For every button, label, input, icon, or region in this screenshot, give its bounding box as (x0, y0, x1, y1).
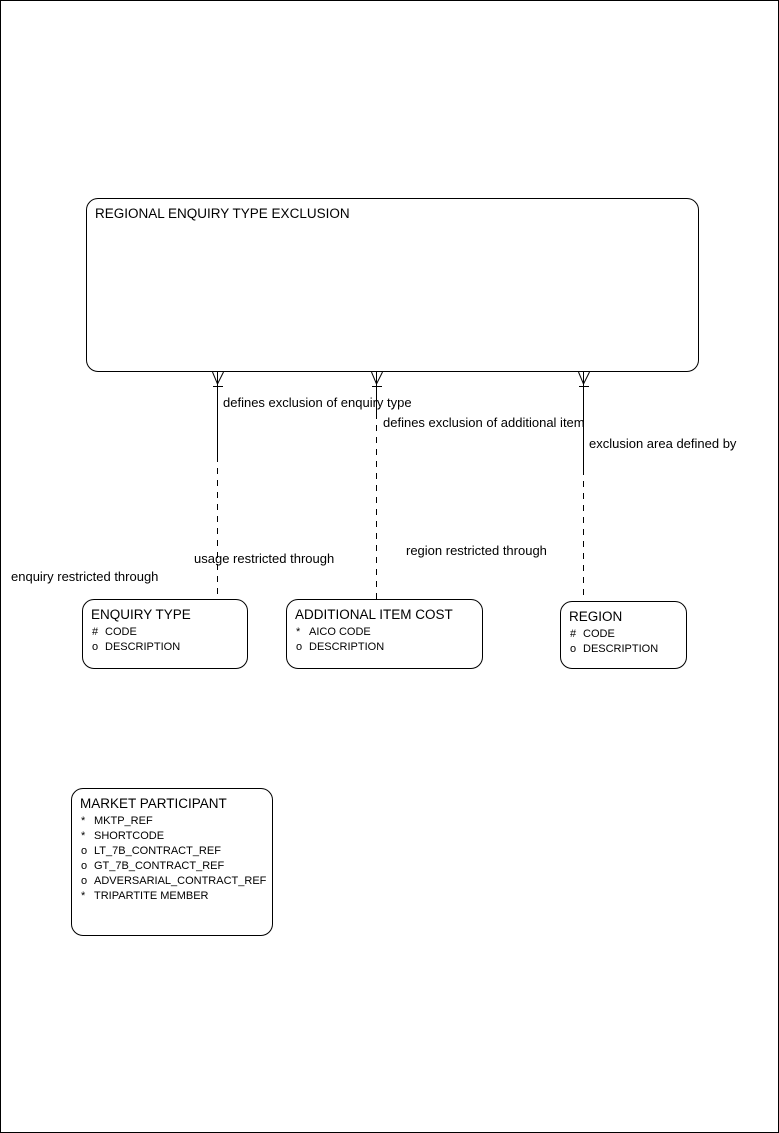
attribute-optionality: # (570, 628, 577, 640)
attribute-optionality: o (81, 860, 88, 872)
attribute-row (83, 625, 247, 640)
attribute-row (561, 642, 686, 657)
entity-title: REGIONAL ENQUIRY TYPE EXCLUSION (95, 206, 350, 221)
relationship-label-exclusion-area-defined-by: exclusion area defined by (589, 436, 737, 451)
attribute-name: LT_7B_CONTRACT_REF (94, 845, 221, 857)
attribute-row (72, 859, 272, 874)
relationship-label-usage-restricted-through: usage restricted through (194, 551, 335, 566)
relationship-connector-region[interactable] (579, 372, 590, 601)
entity-enquiry-type[interactable] (82, 599, 248, 669)
connector-layer (1, 1, 779, 1133)
relationship-label-defines-exclusion-of-additional-item: defines exclusion of additional item (383, 415, 585, 430)
attribute-name: GT_7B_CONTRACT_REF (94, 860, 225, 872)
relationship-label-region-restricted-through: region restricted through (406, 543, 547, 558)
attribute-row (561, 627, 686, 642)
attribute-optionality: o (81, 845, 88, 857)
attribute-row (72, 889, 272, 904)
attribute-name: DESCRIPTION (583, 642, 659, 655)
attribute-name: CODE (583, 628, 615, 640)
attribute-optionality: * (81, 890, 86, 902)
attribute-optionality: * (296, 626, 301, 638)
attribute-name: DESCRIPTION (105, 640, 181, 653)
attribute-name: ADVERSARIAL_CONTRACT_REF (94, 875, 267, 887)
entity-region[interactable] (560, 601, 687, 669)
attribute-row (72, 829, 272, 844)
attribute-row (72, 874, 272, 889)
entity-additional-item-cost[interactable] (286, 599, 483, 669)
attribute-row (72, 844, 272, 859)
attribute-name: AICO CODE (309, 626, 371, 638)
attribute-row (83, 640, 247, 655)
attribute-optionality: * (81, 830, 86, 842)
attribute-optionality: # (92, 626, 99, 638)
attribute-name: CODE (105, 626, 137, 638)
crows-foot-icon (213, 372, 224, 386)
relationship-label-enquiry-restricted-through: enquiry restricted through (11, 569, 159, 584)
crows-foot-icon (579, 372, 590, 386)
crows-foot-icon (372, 372, 383, 386)
attribute-optionality: o (570, 642, 577, 655)
attribute-name: TRIPARTITE MEMBER (94, 890, 209, 902)
attribute-optionality: * (81, 815, 86, 827)
entity-title: MARKET PARTICIPANT (80, 796, 227, 811)
entity-regional-enquiry-type-exclusion[interactable] (86, 198, 699, 372)
entity-market-participant[interactable] (71, 788, 273, 936)
attribute-row (72, 814, 272, 829)
attribute-optionality: o (296, 640, 303, 653)
attribute-optionality: o (92, 640, 99, 653)
attribute-name: SHORTCODE (94, 830, 165, 842)
relationship-label-defines-exclusion-of-enquiry-type: defines exclusion of enquiry type (223, 395, 412, 410)
entity-title: ENQUIRY TYPE (91, 607, 191, 622)
attribute-row (287, 640, 482, 655)
attribute-optionality: o (81, 875, 88, 887)
attribute-row (287, 625, 482, 640)
entity-title: ADDITIONAL ITEM COST (295, 607, 453, 622)
attribute-name: DESCRIPTION (309, 640, 385, 653)
attribute-name: MKTP_REF (94, 815, 153, 827)
entity-title: REGION (569, 609, 623, 624)
